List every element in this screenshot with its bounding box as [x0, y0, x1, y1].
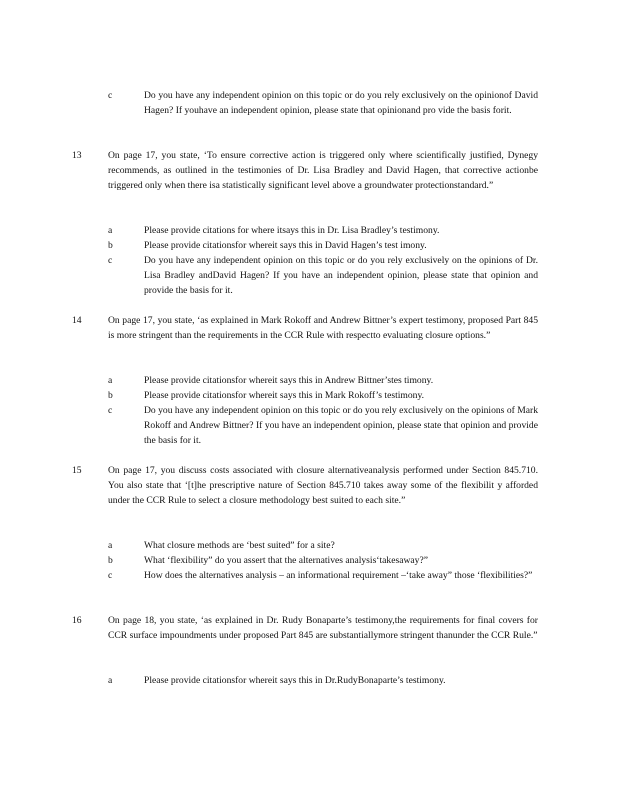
subitem-text: Please provide citationsfor whereit says this in David Hagen’s test imony.	[144, 240, 427, 251]
question-number: 14	[72, 315, 82, 326]
subitem-13a	[108, 223, 538, 238]
subitem-text: How does the alternatives analysis – an informational requirement –‘take away” those ‘flexibilities?”	[144, 570, 533, 581]
subitem-14c	[108, 403, 538, 448]
subitem-13c	[108, 253, 538, 298]
subitem-15c	[108, 568, 538, 583]
subitem-label: a	[108, 675, 113, 686]
subitem-12c	[108, 88, 538, 118]
question-text: On page 18, you state, ‘as explained in Dr. Rudy Bonaparte’s testimony,the requirements for final covers for CCR surface impoundments under proposed Part 845 are substantiallymore stringent thanunder the CCR Rule.”	[108, 615, 538, 641]
subitem-label: c	[108, 405, 113, 416]
subitem-13b	[108, 238, 538, 253]
subitem-text: Do you have any independent opinion on this topic or do you rely exclusively on the opinions of Mark Rokoff and Andrew Bittner? If you have an independent opinion, please state that opinion and provide the basis for it.	[144, 405, 538, 446]
question-number: 13	[72, 150, 82, 161]
question-15	[72, 463, 538, 508]
subitem-label: a	[108, 375, 113, 386]
subitem-text: Do you have any independent opinion on this topic or do you rely exclusively on the opinions of Dr. Lisa Bradley andDavid Hagen? If you have an independent opinion, please state that opinion and provide the basis for it.	[144, 255, 538, 296]
subitem-label: b	[108, 555, 113, 566]
subitem-14b	[108, 388, 538, 403]
subitem-text: What closure methods are ‘best suited” for a site?	[144, 540, 335, 551]
subitem-label: b	[108, 390, 113, 401]
subitem-15a	[108, 538, 538, 553]
question-text: On page 17, you state, ‘as explained in Mark Rokoff and Andrew Bittner’s expert testimony, proposed Part 845 is more stringent than the requirements in the CCR Rule with respectto evaluating closure options.”	[108, 315, 538, 341]
question-text: On page 17, you state, ‘To ensure corrective action is triggered only where scientifically justified, Dynegy recommends, as outlined in the testimonies of Dr. Lisa Bradley and David Hagen, that corrective actionbe triggered only when there isa statistically significant level above a groundwater protectionstandard.”	[108, 150, 538, 191]
subitem-text: Please provide citationsfor whereit says this in Dr.RudyBonaparte’s testimony.	[144, 675, 446, 686]
question-number: 16	[72, 615, 82, 626]
subitem-label: c	[108, 90, 113, 101]
subitem-label: a	[108, 540, 113, 551]
subitem-text: What ‘flexibility” do you assert that the alternatives analysis‘takesaway?”	[144, 555, 428, 566]
question-text: On page 17, you discuss costs associated with closure alternativeanalysis performed under Section 845.710. You also state that ‘[t]he prescriptive nature of Section 845.710 takes away some of the flexibilit y afforded under the CCR Rule to select a closure methodology best suited to each site.”	[108, 465, 538, 506]
question-14	[72, 313, 538, 343]
question-number: 15	[72, 465, 82, 476]
subitem-text: Please provide citationsfor whereit says this in Andrew Bittner’stes timony.	[144, 375, 434, 386]
subitem-label: c	[108, 255, 113, 266]
question-13	[72, 148, 538, 193]
subitem-text: Please provide citations for where itsays this in Dr. Lisa Bradley’s testimony.	[144, 225, 440, 236]
subitem-label: a	[108, 225, 113, 236]
subitem-15b	[108, 553, 538, 568]
subitem-label: b	[108, 240, 113, 251]
subitem-text: Please provide citationsfor whereit says this in Mark Rokoff’s testimony.	[144, 390, 425, 401]
subitem-label: c	[108, 570, 113, 581]
question-16	[72, 613, 538, 643]
subitem-14a	[108, 373, 538, 388]
subitem-text: Do you have any independent opinion on this topic or do you rely exclusively on the opinionof David Hagen? If youhave an independent opinion, please state that opinionand pro vide the basis forit.	[144, 90, 538, 116]
subitem-16a	[108, 673, 538, 688]
